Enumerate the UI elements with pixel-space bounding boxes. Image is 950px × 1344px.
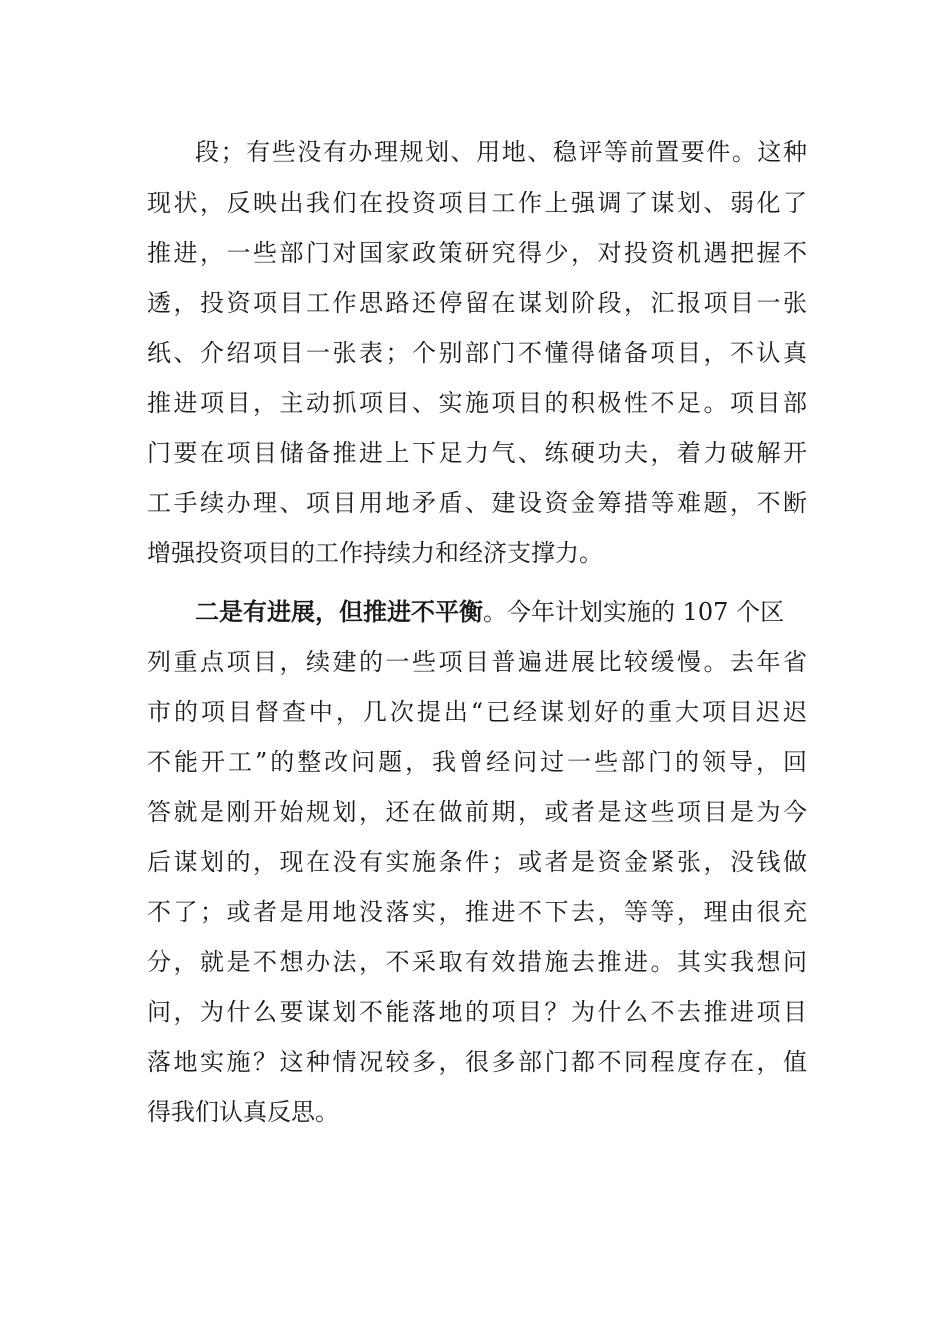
paragraph-2-line-4: 不能开工”的整改问题，我曾经问过一些部门的领导，回 bbox=[147, 748, 807, 776]
paragraph-2-line-3: 市的项目督查中，几次提出“已经谋划好的重大项目迟迟 bbox=[147, 698, 807, 726]
paragraph-2-line-10: 落地实施？这种情况较多，很多部门都不同程度存在，值 bbox=[147, 1048, 807, 1076]
paragraph-2-line-2: 列重点项目，续建的一些项目普遍进展比较缓慢。去年省 bbox=[147, 648, 807, 676]
paragraph-2-line-8: 分，就是不想办法，不采取有效措施去推进。其实我想问 bbox=[147, 948, 807, 976]
paragraph-1-line-7: 门要在项目储备推进上下足力气、练硬功夫，着力破解开 bbox=[147, 439, 807, 467]
paragraph-2-line-5: 答就是刚开始规划，还在做前期，或者是这些项目是为今 bbox=[147, 798, 807, 826]
paragraph-2-line-6: 后谋划的，现在没有实施条件；或者是资金紧张，没钱做 bbox=[147, 848, 807, 876]
paragraph-1-line-6: 推进项目，主动抓项目、实施项目的积极性不足。项目部 bbox=[147, 389, 807, 417]
paragraph-2-line-7: 不了；或者是用地没落实，推进不下去，等等，理由很充 bbox=[147, 898, 807, 926]
paragraph-1-line-9: 增强投资项目的工作持续力和经济支撑力。 bbox=[147, 539, 603, 567]
paragraph-1-line-3: 推进，一些部门对国家政策研究得少，对投资机遇把握不 bbox=[147, 239, 807, 267]
paragraph-1-line-5: 纸、介绍项目一张表；个别部门不懂得储备项目，不认真 bbox=[147, 339, 807, 367]
paragraph-2-first-line-text: 。今年计划实施的 107 个区 bbox=[483, 598, 785, 626]
paragraph-1-line-1: 段；有些没有办理规划、用地、稳评等前置要件。这种 bbox=[195, 138, 807, 166]
paragraph-1-line-8: 工手续办理、项目用地矛盾、建设资金筹措等难题，不断 bbox=[147, 489, 807, 517]
paragraph-2-line-1 bbox=[195, 586, 807, 638]
paragraph-2-line-9: 问，为什么要谋划不能落地的项目？为什么不去推进项目 bbox=[147, 998, 807, 1026]
paragraph-1-line-2: 现状，反映出我们在投资项目工作上强调了谋划、弱化了 bbox=[147, 189, 807, 217]
paragraph-2-line-11: 得我们认真反思。 bbox=[147, 1098, 339, 1126]
paragraph-2-heading: 二是有进展，但推进不平衡 bbox=[195, 597, 483, 626]
paragraph-1-line-4: 透，投资项目工作思路还停留在谋划阶段，汇报项目一张 bbox=[147, 289, 807, 317]
